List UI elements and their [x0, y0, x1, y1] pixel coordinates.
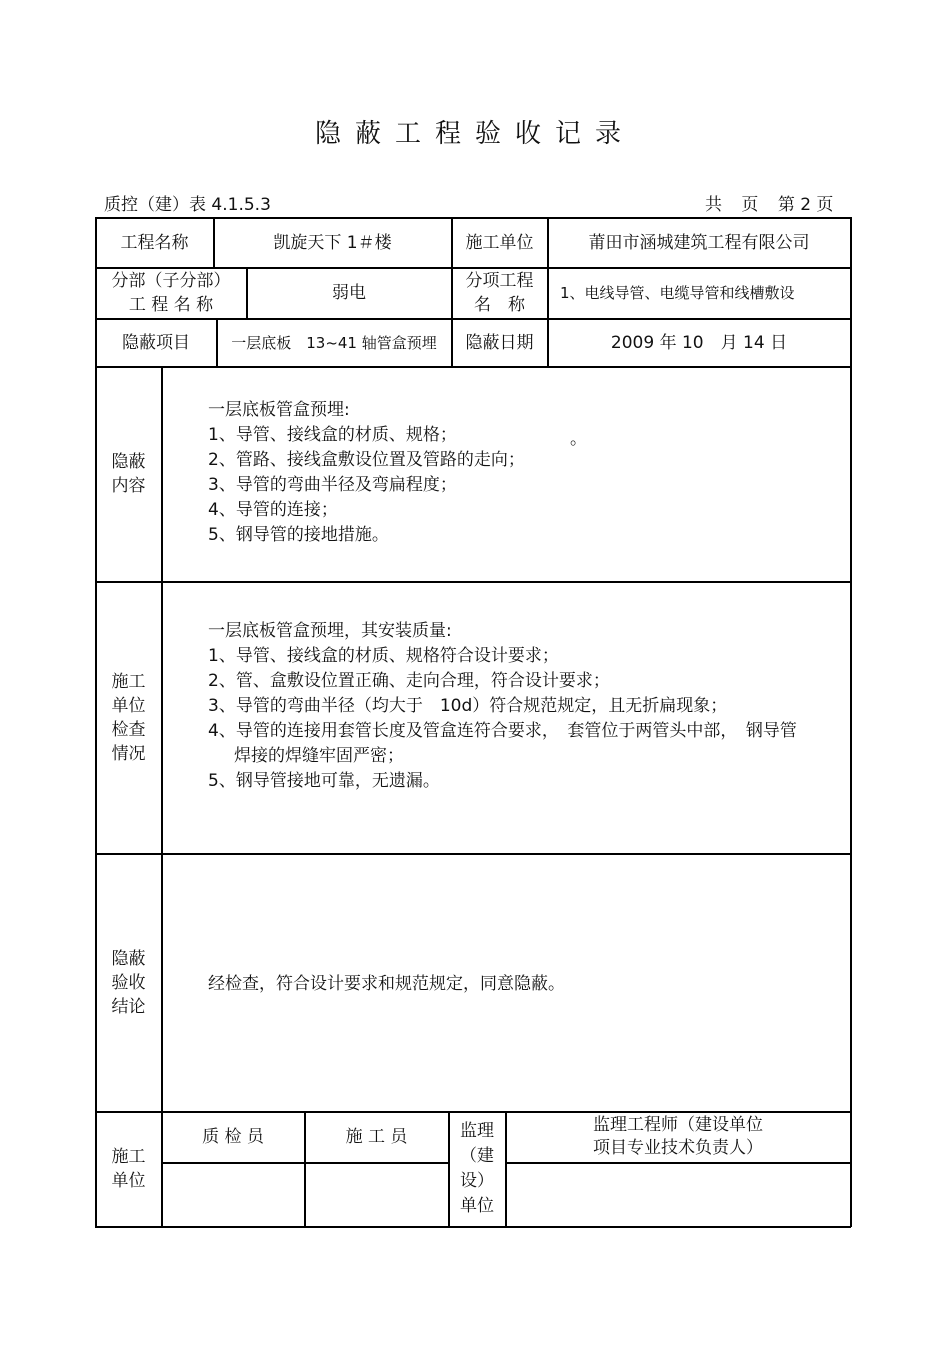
- inspection-item: 2、管、盒敷设位置正确、走向合理，符合设计要求；: [208, 671, 610, 691]
- content-label: [96, 367, 161, 581]
- construction-unit-label: [96, 1112, 161, 1226]
- engineer-label-line2: 项目专业技术负责人）: [593, 1138, 763, 1158]
- form-code: 质控（建）表 4.1.5.3: [104, 195, 271, 215]
- conclusion-text: 经检查，符合设计要求和规范规定，同意隐蔽。: [208, 974, 565, 994]
- page-total: 共: [705, 195, 722, 215]
- hidden-item-label: 隐蔽项目: [122, 332, 190, 353]
- content-label-line2: 内容: [111, 476, 146, 496]
- content-heading: 一层底板管盒预埋:: [208, 400, 350, 420]
- qc-inspector-label: 质 检 员: [202, 1127, 264, 1147]
- supervision-label-line: 监理: [460, 1121, 494, 1141]
- hidden-date-label: 隐蔽日期: [465, 332, 534, 353]
- inspection-item: 3、导管的弯曲半径（均大于 10d）符合规范规定，且无折扁现象；: [208, 696, 728, 716]
- subitem-value: 1、电线导管、电缆导管和线槽敷设: [560, 284, 795, 302]
- construction-unit-label-line: 单位: [111, 1171, 146, 1191]
- content-list: [208, 398, 525, 548]
- hidden-item-value: 一层底板 13~41 轴管盒预埋: [231, 333, 437, 352]
- inspection-label: [96, 582, 161, 853]
- constructor-label: 施工单位: [465, 232, 534, 253]
- content-label-line1: 隐蔽: [111, 452, 146, 472]
- subitem-label-line2: 名 称: [474, 295, 525, 315]
- engineer-signature[interactable]: [506, 1163, 850, 1226]
- conclusion-label-line: 验收: [111, 972, 146, 993]
- inspection-item: 4、导管的连接用套管长度及管盒连符合要求， 套管位于两管头中部， 钢导管: [208, 721, 797, 741]
- worker-label: 施 工 员: [345, 1127, 408, 1147]
- subdivision-value: 弱电: [332, 283, 366, 303]
- inspection-item: 5、钢导管接地可靠，无遗漏。: [208, 771, 440, 791]
- content-item: 2、管路、接线盒敷设位置及管路的走向；: [208, 450, 525, 470]
- qc-inspector-signature[interactable]: [162, 1163, 304, 1226]
- subitem-label-line1: 分项工程: [465, 271, 534, 291]
- supervision-label-line: （建: [460, 1146, 494, 1166]
- subdivision-label-line1: 分部（子分部）: [111, 271, 231, 291]
- worker-signature[interactable]: [305, 1163, 448, 1226]
- hidden-date-value: 2009 年 10 月 14 日: [610, 332, 788, 353]
- inspection-label-line: 检查: [111, 719, 146, 740]
- content-item: 4、导管的连接；: [208, 500, 338, 520]
- conclusion-label: [96, 854, 161, 1111]
- page-title: 隐蔽工程验收记录: [314, 119, 635, 149]
- content-item: 3、导管的弯曲半径及弯扁程度；: [208, 475, 457, 495]
- content-item: 1、导管、接线盒的材质、规格；: [208, 425, 457, 445]
- inspection-label-line: 情况: [111, 743, 146, 764]
- engineer-label-line1: 监理工程师（建设单位: [593, 1115, 763, 1135]
- inspection-label-line: 施工: [111, 671, 146, 692]
- supervision-label-line: 设）: [460, 1171, 494, 1191]
- stray-mark: 。: [570, 429, 587, 449]
- page-unit: 页: [741, 195, 759, 215]
- constructor-value: 莆田市涵城建筑工程有限公司: [588, 232, 810, 253]
- project-name-value: 凯旋天下 1＃楼: [273, 232, 392, 253]
- project-name-label: 工程名称: [120, 232, 189, 253]
- content-item: 5、钢导管的接地措施。: [208, 525, 389, 545]
- supervision-unit-label: [449, 1112, 505, 1226]
- inspection-item: 1、导管、接线盒的材质、规格符合设计要求；: [208, 646, 559, 666]
- conclusion-label-line: 隐蔽: [111, 948, 146, 969]
- subitem-label: [452, 268, 547, 318]
- subdivision-label-line2: 工 程 名 称: [128, 295, 214, 315]
- inspection-item: 焊接的焊缝牢固严密；: [234, 746, 404, 766]
- inspection-label-line: 单位: [111, 695, 146, 716]
- engineer-label: [506, 1112, 850, 1162]
- page-info: [705, 190, 847, 215]
- conclusion-label-line: 结论: [111, 996, 146, 1017]
- inspection-heading: 一层底板管盒预埋，其安装质量:: [208, 621, 452, 641]
- construction-unit-label-line: 施工: [111, 1147, 146, 1167]
- page-current: 第 2 页: [777, 195, 834, 215]
- subdivision-label: [96, 268, 246, 318]
- supervision-label-line: 单位: [460, 1196, 494, 1216]
- inspection-list: [208, 619, 797, 794]
